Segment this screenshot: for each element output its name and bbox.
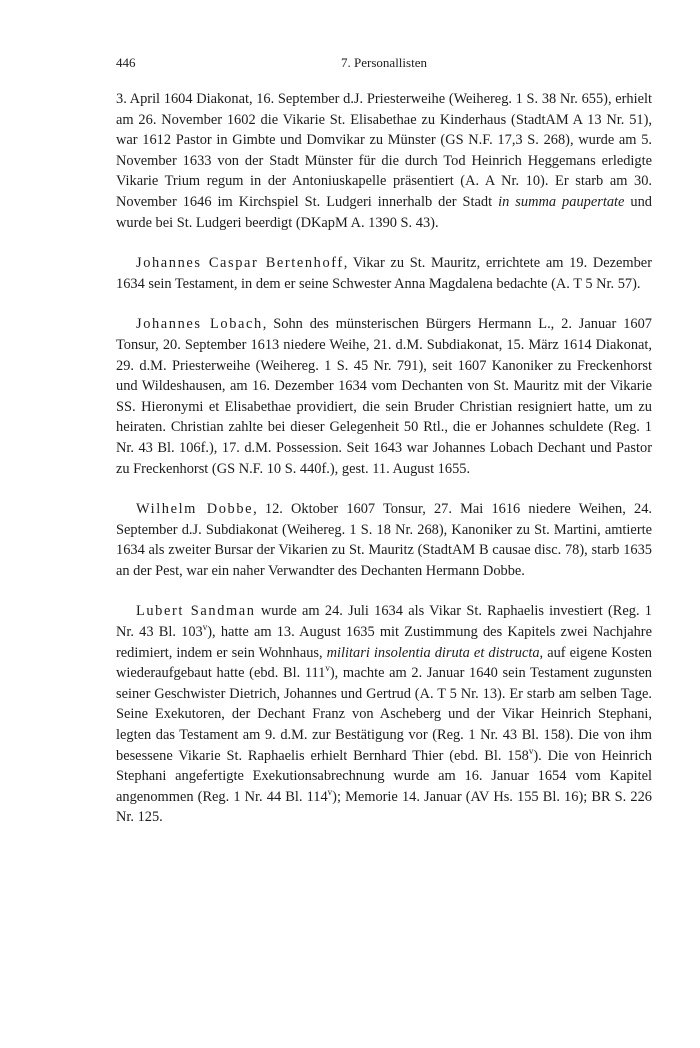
biography-entry bbox=[116, 601, 652, 828]
entry-text: ), machte am 2. Januar 1640 sein Testament zugunsten seiner Geschwister Dietrich, Johannes und Gertrud (A. T 5 Nr. 13). Er starb am selben Tage. Seine Exekutoren, der Dechant Franz von Ascheberg und der Vikar Heinrich Stephani, legten das Testament am 9. d.M. zur Bestätigung vor (Reg. 1 Nr. 43 Bl. 158). Die von ihm besessene Vikarie St. Raphaelis erhielt Bernhard Thier (ebd. Bl. 158 bbox=[116, 665, 652, 764]
person-name: Lubert Sandman bbox=[136, 603, 256, 620]
running-head: 7. Personallisten bbox=[341, 55, 427, 70]
biography-entry bbox=[116, 89, 652, 233]
biography-entry bbox=[116, 499, 652, 581]
page-header bbox=[116, 55, 652, 73]
entry-text: 3. April 1604 Diakonat, 16. September d.J. Priesterweihe (Weihereg. 1 S. 38 Nr. 655), erhielt am 26. November 1602 die Vikarie St. Elisabethae zu Kinderhaus (StadtAM A 13 Nr. 51), war 1612 Pastor in Gimbte und Domvikar zu Münster (GS N.F. 17,3 S. 268), wurde am 5. November 1633 von der Stadt Münster für die durch Tod Heinrich Heggemans erledigte Vikarie Trium regum in der Antoniuskapelle präsentiert (A. A Nr. 10). Er starb am 30. November 1646 im Kirchspiel St. Ludgeri innerhalb der Stadt bbox=[116, 91, 652, 210]
entry-text: , 12. Oktober 1607 Tonsur, 27. Mai 1616 niedere Weihen, 24. September d.J. Subdiakonat (Weihereg. 1 S. 18 Nr. 268), Kanoniker zu St. Martini, amtierte 1634 als zweiter Bursar der Vikarien zu St. Mauritz (StadtAM B causae disc. 78), starb 1635 an der Pest, war ein naher Verwandter des Dechanten Hermann Dobbe. bbox=[116, 501, 652, 579]
person-name: Johannes Caspar Bertenhoff bbox=[136, 255, 344, 272]
latin-phrase: in summa paupertate bbox=[498, 193, 625, 210]
person-name: Johannes Lobach bbox=[136, 316, 263, 333]
entry-text: ); Memorie 14. Januar (AV Hs. 155 Bl. 16); BR S. 226 Nr. 125. bbox=[116, 788, 652, 826]
entry-text: und wurde bei St. Ludgeri beerdigt (DKapM A. 1390 S. 43). bbox=[116, 193, 652, 231]
verso-superscript: v bbox=[327, 787, 333, 798]
latin-phrase: militari insolentia diruta et distructa bbox=[326, 644, 540, 661]
verso-superscript: v bbox=[202, 622, 208, 633]
entry-text: ), hatte am 13. August 1635 mit Zustimmung des Kapitels zwei Nachjahre redimiert, indem er sein Wohnhaus, bbox=[116, 624, 652, 661]
biography-entry bbox=[116, 314, 652, 479]
entry-text: , Sohn des münsterischen Bürgers Hermann L., 2. Januar 1607 Tonsur, 20. September 1613 niedere Weihe, 21. d.M. Subdiakonat, 15. März 1614 Diakonat, 29. d.M. Priesterweihe (Weihereg. 1 S. 45 Nr. 791), seit 1607 Kanoniker zu Freckenhorst und Wildeshausen, am 16. Dezember 1634 vom Dechanten von St. Mauritz mit der Vikarie SS. Hieronymi et Elisabethae providiert, die sein Bruder Christian resigniert hatte, um zu heiraten. Christian zahlte bei dieser Gelegenheit 50 Rtl., die er Johannes schuldete (Reg. 1 Nr. 43 Bl. 106f.), 17. d.M. Possession. Seit 1643 war Johannes Lobach Dechant und Pastor zu Freckenhorst (GS N.F. 10 S. 440f.), gest. 11. August 1655. bbox=[116, 316, 652, 477]
verso-superscript: v bbox=[528, 745, 534, 756]
entry-text: ). Die von Heinrich Stephani angefertigte Exekutionsabrechnung wurde am 16. Januar 1654 vom Kapitel angenommen (Reg. 1 Nr. 44 Bl. 114 bbox=[116, 747, 652, 805]
biography-entry bbox=[116, 253, 652, 294]
entry-text: , auf eigene Kosten wiederaufgebaut hatte (ebd. Bl. 111 bbox=[116, 644, 652, 682]
entry-text: wurde am 24. Juli 1634 als Vikar St. Raphaelis investiert (Reg. 1 Nr. 43 Bl. 103 bbox=[116, 603, 652, 641]
verso-superscript: v bbox=[325, 663, 330, 674]
entry-text: , Vikar zu St. Mauritz, errichtete am 19. Dezember 1634 sein Testament, in dem er seine Schwester Anna Magdalena bedachte (A. T 5 Nr. 57). bbox=[116, 255, 652, 292]
person-name: Wilhelm Dobbe bbox=[136, 501, 254, 518]
page-body bbox=[116, 89, 652, 848]
page-number: 446 bbox=[116, 55, 136, 70]
